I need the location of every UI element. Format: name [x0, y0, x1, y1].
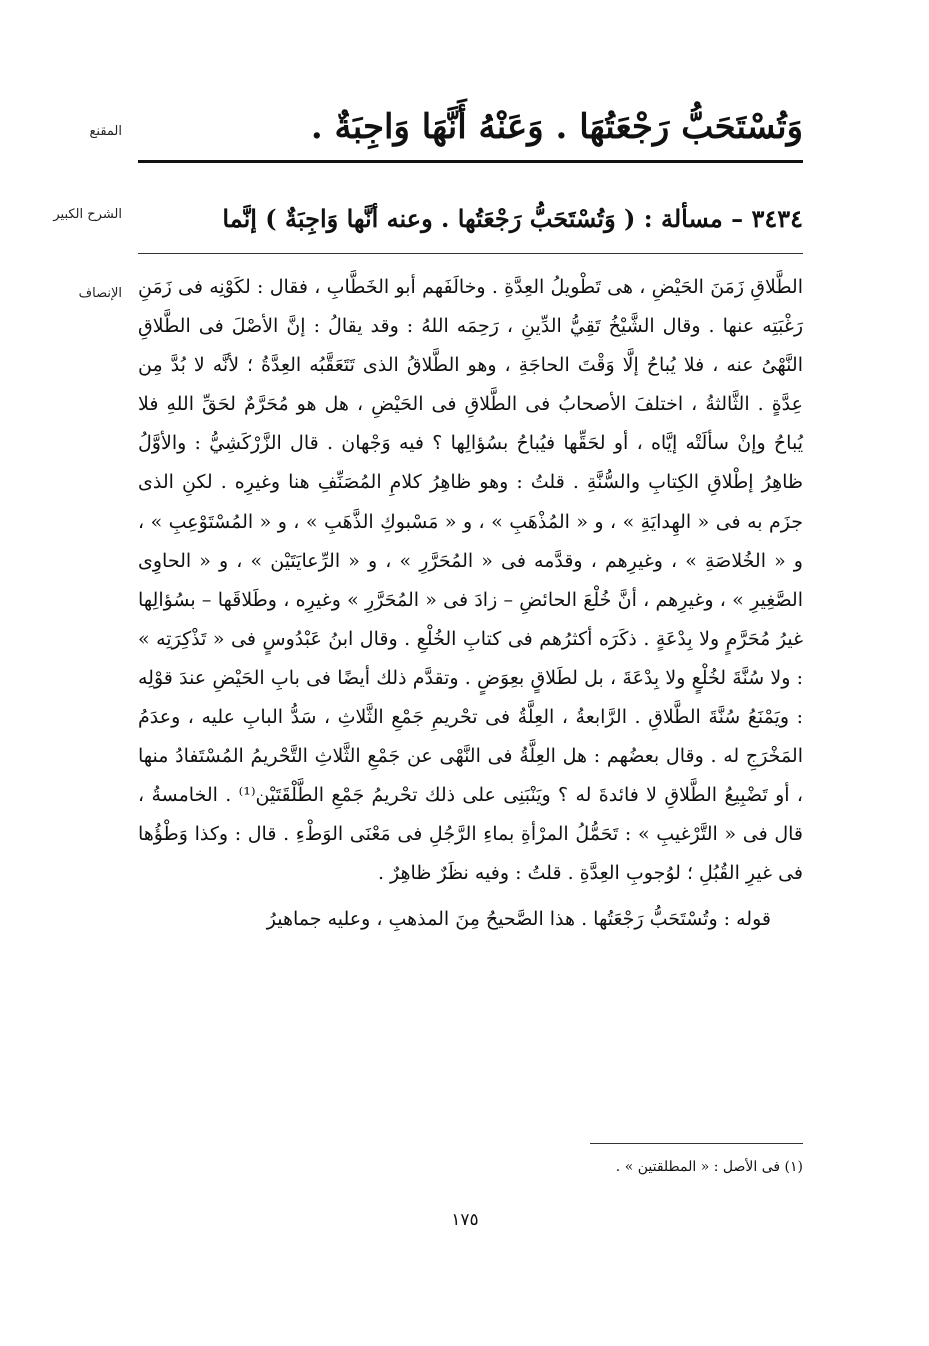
insaf-body-text — [138, 268, 803, 939]
insaf-paragraph-1: الطَّلاقِ زَمَنَ الحَيْضِ ، هى تَطْويلُ العِدَّةِ . وخالَفَهم أبو الخَطَّابِ ، فقال : لكَوْنِه فى زَمَنِ رَغْبَتِه عنها . وقال الشَّيْخُ تَقِيُّ الدِّينِ ، رَحِمَه اللهُ : وقد يقالُ : إنَّ الأصْلَ فى الطَّلاقِ النَّهْىُ عنه ، فلا يُباحُ إلَّا وَقْتَ الحاجَةِ ، وهو الطَّلاقُ الذى تَتَعَقَّبُه العِدَّةُ ؛ لأنَّه لا بُدَّ مِن عِدَّةٍ . الثَّالثةُ ، اختلفَ الأصحابُ فى الطَّلاقِ فى الحَيْضِ ، هل هو مُحَرَّمٌ لحَقِّ اللهِ فلا يُباحُ وإنْ سألَتْه إيَّاه ، أو لحَقِّها فيُباحُ بسُؤالِها ؟ فيه وَجْهان . قال الزَّرْكَشِيُّ : والأوَّلُ ظاهِرُ إطْلاقِ الكِتابِ والسُّنَّةِ . قلتُ : وهو ظاهِرُ كلامِ المُصَنِّفِ هنا وغيرِه . لكنِ الذى جزَم به فى « الهِدايَةِ » ، و « المُذْهَبِ » ، و « مَسْبوكِ الذَّهَبِ » ، و « المُسْتَوْعِبِ » ، و « الخُلاصَةِ » ، وغيرِهم ، وقدَّمه فى « المُحَرَّرِ » ، و « الرِّعايَتَيْن » ، و « الحاوِى الصَّغِيرِ » ، وغيرِهم ، أنَّ خُلْعَ الحائضِ – زادَ فى « المُحَرَّرِ » وغيرِه ، وطَلاقَها – بسُؤالِها غيرُ مُحَرَّمٍ ولا بِدْعَةٍ . ذكَرَه أكثرُهم فى كتابِ الخُلْعِ . وقال ابنُ عَبْدُوسٍ فى « تَذْكِرَتِه » : ولا سُنَّةَ لخُلْعٍ ولا بِدْعَةَ ، بل لطَلاقٍ بعِوَضٍ . وتقدَّم ذلك أيضًا فى بابِ الحَيْضِ عندَ قوْلِه : ويَمْنَعُ سُنَّةَ الطَّلاقِ . الرَّابعةُ ، العِلَّةُ فى تحْريمِ جَمْعِ الثَّلاثِ ، سَدُّ البابِ عليه ، وعدَمُ المَخْرَجِ له . وقال بعضُهم : هل العِلَّةُ فى النَّهْى عن جَمْعِ الثَّلاثِ التَّحْريمُ المُسْتَفادُ منها ، أو تَضْبِيعُ الطَّلاقِ لا فائدةَ له ؟ ويَنْبَنِى على ذلك تحْريمُ جَمْعِ الطَّلْقَتَيْن⁽¹⁾ . الخامسةُ ، قال فى « التَّرْغيبِ » : تَحَمُّلُ المرْأةِ بماءِ الرَّجُلِ فى مَعْنَى الوَطْءِ . قال : وكذا وَطْؤُها فى غيرِ القُبُلِ ؛ لوُجوبِ العِدَّةِ . قلتُ : وفيه نظَرٌ ظاهِرٌ . — [138, 276, 803, 885]
muqni-main-text: وَتُسْتَحَبُّ رَجْعَتُهَا . وَعَنْهُ أَنَّهَا وَاجِبَةٌ . — [310, 107, 803, 147]
sharh-heading-text: ٣٤٣٤ – مسألة : ( وَتُسْتَحَبُّ رَجْعَتُها . وعنه أنَّها وَاجِبَةٌ ) إنَّما — [222, 204, 803, 233]
sharh-divider-rule — [138, 253, 803, 254]
sharh-section-label: الشرح الكبير — [53, 207, 122, 222]
footnote-divider-rule — [590, 1143, 803, 1144]
insaf-section-label: الإنصاف — [78, 286, 122, 301]
muqni-section-label: المقنع — [89, 124, 122, 139]
page-number: ١٧٥ — [451, 1210, 479, 1230]
footnote: (١) فى الأصل : « المطلقتين » . — [615, 1159, 803, 1175]
insaf-paragraph-2: قوله : وتُسْتَحَبُّ رَجْعَتُها . هذا الصَّحيحُ مِنَ المذهبِ ، وعليه جماهيرُ — [266, 907, 771, 930]
muqni-divider-rule — [138, 160, 803, 163]
